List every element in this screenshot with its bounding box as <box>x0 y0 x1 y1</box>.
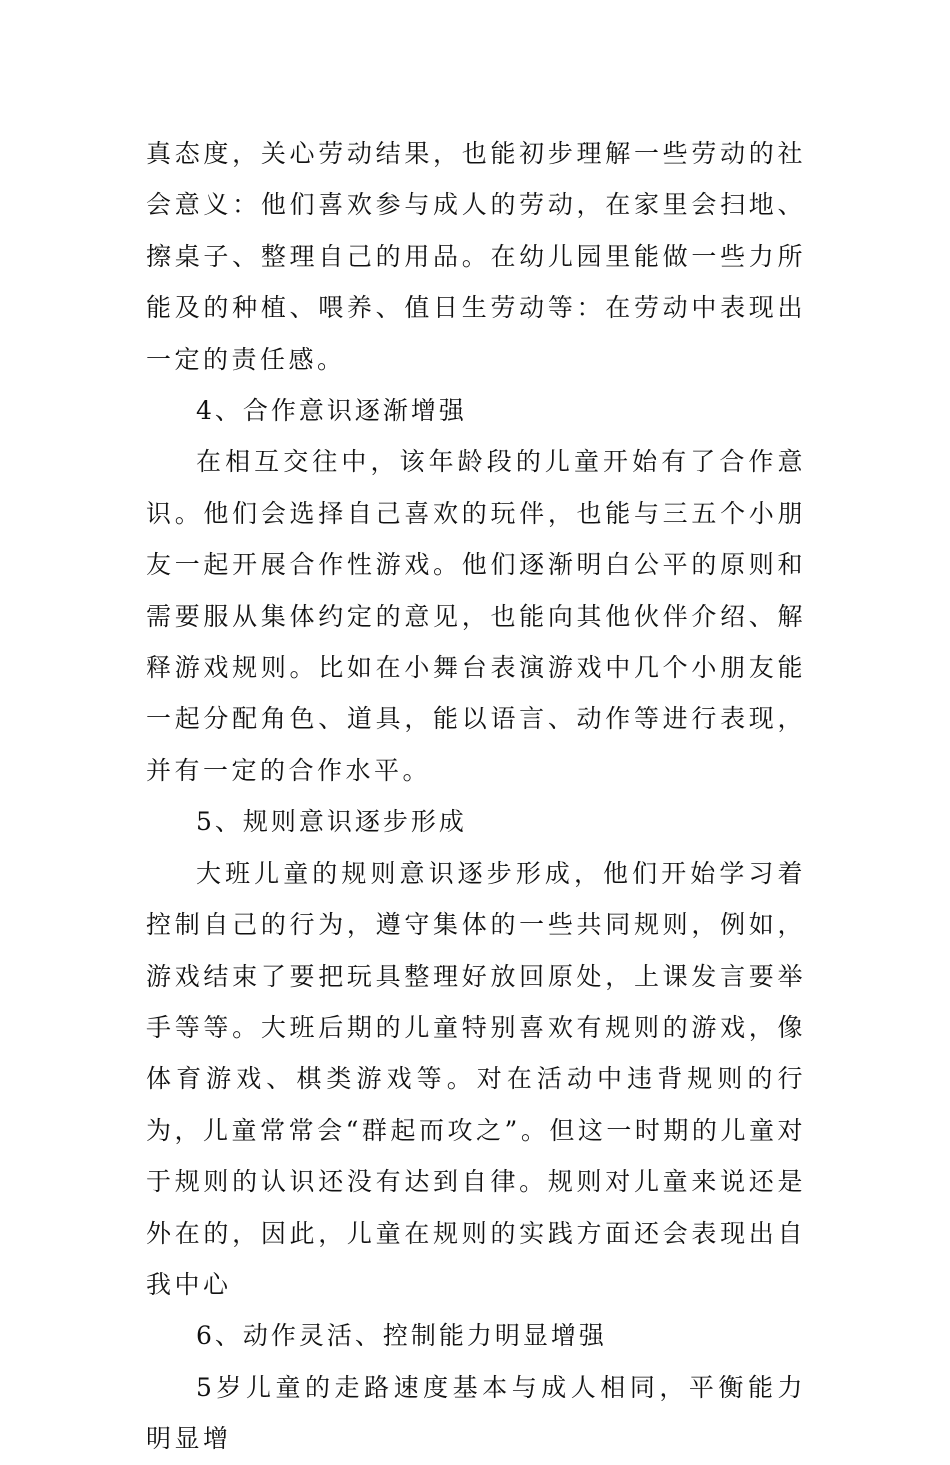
paragraph-cooperation: 在相互交往中，该年龄段的儿童开始有了合作意识。他们会选择自己喜欢的玩伴，也能与三五个小朋友一起开展合作性游戏。他们逐渐明白公平的原则和需要服从集体约定的意见，也能向其他伙伴介绍、解释游戏规则。比如在小舞台表演游戏中几个小朋友能一起分配角色、道具，能以语言、动作等进行表现，并有一定的合作水平。 <box>146 447 806 785</box>
paragraph-motor-control: 5岁儿童的走路速度基本与成人相同，平衡能力明显增 <box>146 1372 806 1454</box>
document-body <box>146 128 806 1465</box>
paragraph-rules: 大班儿童的规则意识逐步形成，他们开始学习着控制自己的行为，遵守集体的一些共同规则，例如，游戏结束了要把玩具整理好放回原处，上课发言要举手等等。大班后期的儿童特别喜欢有规则的游戏，像体育游戏、棋类游戏等。对在活动中违背规则的行为，儿童常常会“群起而攻之”。但这一时期的儿童对于规则的认识还没有达到自律。规则对儿童来说还是外在的，因此，儿童在规则的实践方面还会表现出自我中心 <box>146 858 806 1299</box>
heading-rules: 5、规则意识逐步形成 <box>196 807 467 837</box>
paragraph-labor-attitude: 真态度，关心劳动结果，也能初步理解一些劳动的社会意义：他们喜欢参与成人的劳动，在家里会扫地、擦桌子、整理自己的用品。在幼儿园里能做一些力所能及的种植、喂养、值日生劳动等：在劳动中表现出一定的责任感。 <box>146 139 806 374</box>
heading-motor-control: 6、动作灵活、控制能力明显增强 <box>196 1321 607 1351</box>
heading-cooperation: 4、合作意识逐渐增强 <box>196 396 467 426</box>
